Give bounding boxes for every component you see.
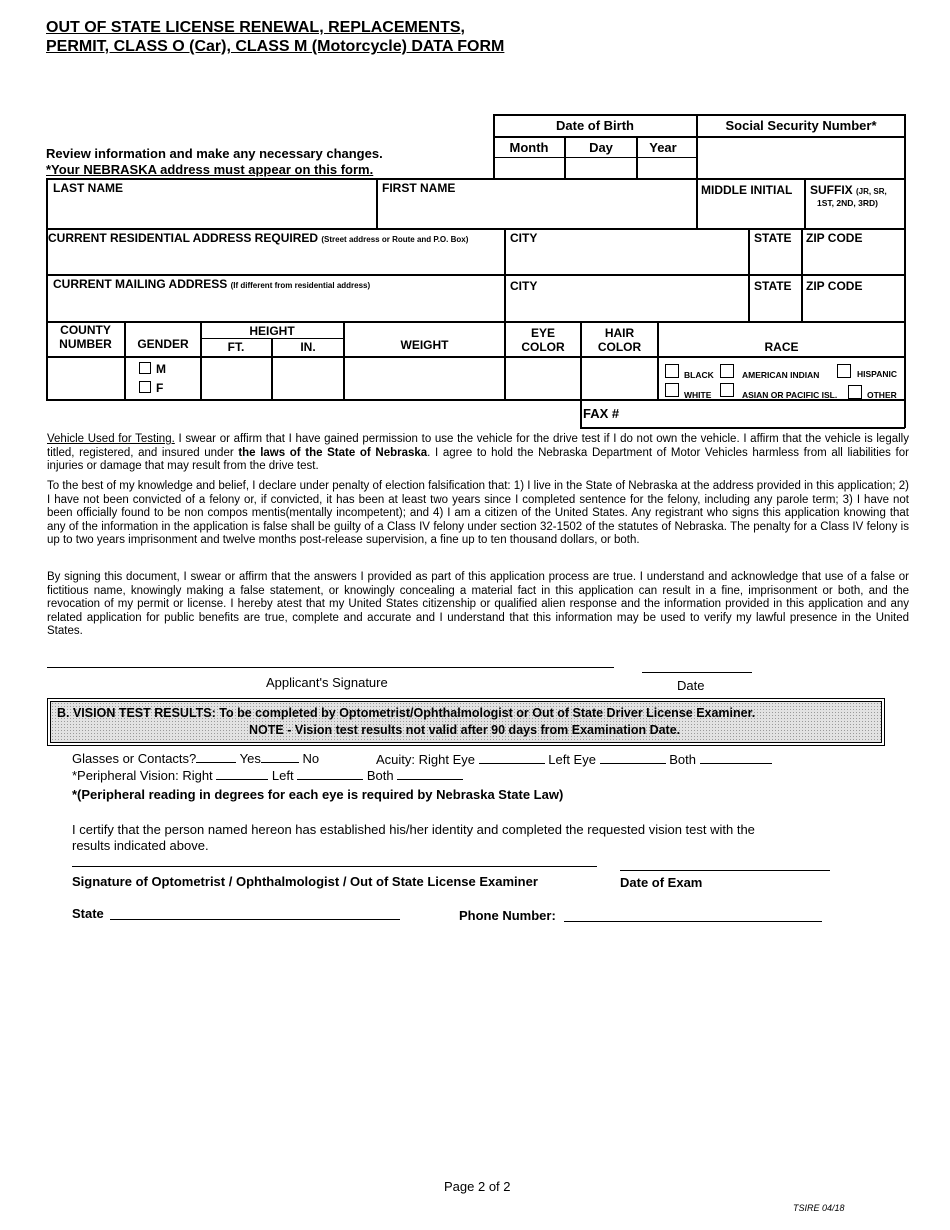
peripheral-left-blank[interactable] bbox=[297, 769, 363, 780]
review-instruction: Review information and make any necessary changes. bbox=[46, 146, 383, 161]
grid-line bbox=[46, 356, 905, 358]
mailing-state-label: STATE bbox=[754, 279, 792, 293]
residential-zip-label: ZIP CODE bbox=[806, 231, 863, 245]
acuity-row bbox=[376, 752, 772, 767]
acuity-left-eye-blank[interactable] bbox=[600, 753, 666, 764]
race-hispanic-checkbox[interactable] bbox=[837, 364, 851, 378]
grid-line bbox=[124, 321, 126, 400]
examiner-signature-line[interactable] bbox=[72, 866, 597, 867]
form-title-line1: OUT OF STATE LICENSE RENEWAL, REPLACEMENTS, bbox=[46, 19, 465, 36]
acuity-both-blank[interactable] bbox=[700, 753, 772, 764]
race-white-checkbox[interactable] bbox=[665, 383, 679, 397]
grid-line bbox=[804, 178, 806, 228]
nebraska-address-note: *Your NEBRASKA address must appear on this form. bbox=[46, 162, 374, 177]
height-label: HEIGHT bbox=[249, 324, 295, 338]
peripheral-vision-row bbox=[72, 768, 463, 783]
first-name-label: FIRST NAME bbox=[382, 181, 456, 195]
acuity-right-eye-label: Acuity: Right Eye bbox=[376, 752, 475, 767]
gender-f-checkbox[interactable] bbox=[139, 381, 151, 393]
race-american-indian-label: AMERICAN INDIAN bbox=[742, 370, 820, 380]
race-black-checkbox[interactable] bbox=[665, 364, 679, 378]
acuity-both-label: Both bbox=[669, 752, 696, 767]
glasses-yes-blank[interactable] bbox=[196, 752, 236, 763]
race-other-label: OTHER bbox=[867, 390, 897, 400]
peripheral-both-blank[interactable] bbox=[397, 769, 463, 780]
phone-number-label: Phone Number: bbox=[459, 908, 556, 923]
exam-date-line[interactable] bbox=[620, 870, 830, 871]
grid-line bbox=[46, 321, 905, 323]
residential-address-note: (Street address or Route and P.O. Box) bbox=[321, 235, 469, 244]
suffix-label-text: SUFFIX bbox=[810, 183, 853, 197]
eye-label-line2: COLOR bbox=[521, 340, 565, 354]
weight-label: WEIGHT bbox=[400, 338, 449, 352]
height-ft-label: FT. bbox=[227, 340, 245, 354]
glasses-no-label: No bbox=[302, 751, 320, 766]
grid-line bbox=[376, 178, 378, 228]
dob-month-label: Month bbox=[509, 140, 549, 155]
gender-m-label: M bbox=[156, 362, 166, 376]
grid-line bbox=[46, 178, 905, 180]
race-other-checkbox[interactable] bbox=[848, 385, 862, 399]
applicant-signature-label: Applicant's Signature bbox=[266, 675, 388, 690]
race-asian-label: ASIAN OR PACIFIC ISL. bbox=[742, 390, 838, 400]
last-name-label: LAST NAME bbox=[53, 181, 123, 195]
race-asian-checkbox[interactable] bbox=[720, 383, 734, 397]
glasses-contacts-label: Glasses or Contacts? bbox=[72, 751, 197, 766]
grid-line bbox=[493, 136, 905, 138]
date-of-exam-label: Date of Exam bbox=[620, 875, 703, 890]
mailing-zip-label: ZIP CODE bbox=[806, 279, 863, 293]
grid-line bbox=[696, 178, 698, 228]
fax-label: FAX # bbox=[583, 406, 620, 421]
hair-color-label bbox=[582, 326, 657, 354]
residential-address-text: CURRENT RESIDENTIAL ADDRESS REQUIRED bbox=[48, 231, 319, 245]
dob-label: Date of Birth bbox=[556, 118, 634, 133]
middle-initial-label: MIDDLE INITIAL bbox=[701, 183, 793, 197]
race-hispanic-label: HISPANIC bbox=[857, 369, 897, 379]
grid-line bbox=[801, 228, 803, 321]
vision-test-banner-shaded bbox=[50, 701, 882, 743]
vehicle-testing-title: Vehicle Used for Testing. bbox=[47, 433, 175, 445]
page-number: Page 2 of 2 bbox=[444, 1179, 511, 1194]
race-white-label: WHITE bbox=[684, 390, 712, 400]
race-american-indian-checkbox[interactable] bbox=[720, 364, 734, 378]
vehicle-testing-text-a: I swear or affirm that I have gained permission to use the vehicle for the drive test if I do not own the vehicle. I affirm that the vehicle is legally titled, registered, and insured under bbox=[47, 433, 909, 459]
mailing-address-note: (If different from residential address) bbox=[230, 281, 371, 290]
peripheral-right-blank[interactable] bbox=[216, 769, 268, 780]
election-falsification-paragraph: To the best of my knowledge and belief, I declare under penalty of election falsification that: 1) I live in the State of Nebraska at the address provided in this application; 2) I have not been convicted of a felony or, if convicted, it has been at least two years since I completed sentence for the felony, including any parole term; 3) I have not been officially found to be non compos mentis(mentally incompetent); and 4) I am a citizen of the United States. Any registrant who signs this application knowing that any of the information in the application is false shall be guilty of a Class IV felony under section 32-1502 of the statutes of Nebraska. The penalty for a Class IV felony is up to two years imprisonment and twelve months post-release supervision, a fine up to ten thousand dollars, or both. bbox=[47, 480, 909, 546]
mailing-address-label bbox=[53, 277, 370, 291]
grid-line bbox=[748, 228, 750, 321]
hair-label-line2: COLOR bbox=[597, 340, 642, 354]
county-label-line2: NUMBER bbox=[59, 337, 112, 351]
race-label: RACE bbox=[764, 340, 799, 354]
suffix-label bbox=[810, 183, 887, 197]
grid-line bbox=[904, 178, 906, 428]
ssn-label: Social Security Number* bbox=[725, 118, 877, 133]
grid-line bbox=[343, 321, 345, 400]
vehicle-testing-bold: the laws of the State of Nebraska bbox=[238, 446, 428, 459]
certification-text: I certify that the person named hereon has established his/her identity and completed the requested vision test with the results indicated above. bbox=[72, 822, 755, 853]
grid-line bbox=[46, 274, 905, 276]
height-in-label: IN. bbox=[300, 340, 316, 354]
county-number-label bbox=[47, 323, 124, 351]
county-label-line1: COUNTY bbox=[60, 323, 111, 337]
gender-m-checkbox[interactable] bbox=[139, 362, 151, 374]
examiner-signature-label: Signature of Optometrist / Ophthalmologist / Out of State License Examiner bbox=[72, 874, 538, 889]
state-label: State bbox=[72, 906, 104, 921]
grid-line bbox=[493, 114, 905, 116]
gender-f-label: F bbox=[156, 381, 164, 395]
gender-label: GENDER bbox=[137, 337, 189, 351]
dob-day-label: Day bbox=[589, 140, 613, 155]
peripheral-left-label: Left bbox=[271, 768, 294, 783]
eye-color-label bbox=[506, 326, 580, 354]
grid-line bbox=[504, 228, 506, 321]
peripheral-right-label: *Peripheral Vision: Right bbox=[72, 768, 213, 783]
affirmation-paragraph: By signing this document, I swear or affirm that the answers I provided as part of this application process are true. I understand and acknowledge that use of a false or fictitious name, knowingly making a false statement, or knowingly concealing a material fact in this application can result in a fine, imprisonment or both, and the revocation of my permit or license. I hereby atest that my United States citizenship or qualified alien response and the information provided in this application and any related application for public benefits are true, complete and accurate and I understand that this information may be used to verify my lawful presence in the United States. bbox=[47, 571, 909, 637]
race-black-label: BLACK bbox=[684, 370, 714, 380]
peripheral-both-label: Both bbox=[366, 768, 394, 783]
applicant-signature-line[interactable] bbox=[47, 667, 614, 668]
state-line[interactable] bbox=[110, 919, 400, 920]
grid-line bbox=[46, 178, 48, 400]
vision-test-banner bbox=[47, 698, 885, 746]
grid-line bbox=[580, 427, 905, 429]
mailing-city-label: CITY bbox=[510, 279, 538, 293]
suffix-note-b: 1ST, 2ND, 3RD) bbox=[817, 198, 878, 208]
peripheral-reading-note: *(Peripheral reading in degrees for each eye is required by Nebraska State Law) bbox=[72, 787, 564, 802]
applicant-date-line[interactable] bbox=[642, 672, 752, 673]
residential-state-label: STATE bbox=[754, 231, 792, 245]
glasses-contacts-row bbox=[72, 751, 319, 766]
form-title bbox=[46, 18, 504, 56]
mailing-address-text: CURRENT MAILING ADDRESS bbox=[53, 277, 228, 291]
glasses-yes-label: Yes bbox=[239, 751, 261, 766]
grid-line bbox=[657, 321, 659, 400]
applicant-date-label: Date bbox=[677, 678, 705, 693]
residential-address-label bbox=[48, 231, 468, 245]
phone-number-line[interactable] bbox=[564, 921, 822, 922]
vision-banner-line1: B. VISION TEST RESULTS: To be completed by Optometrist/Ophthalmologist or Out of State Driver License Examiner. bbox=[57, 706, 756, 720]
acuity-right-eye-blank[interactable] bbox=[479, 753, 545, 764]
form-title-line2: PERMIT, CLASS O (Car), CLASS M (Motorcycle) DATA FORM bbox=[46, 38, 505, 55]
vehicle-testing-paragraph bbox=[47, 433, 909, 474]
vehicle-testing-text-b: . I agree to hold the Nebraska Department of Motor Vehicles harmless from all liabilities for injuries or damage that may result from the drive test. bbox=[47, 446, 909, 472]
grid-line bbox=[46, 228, 905, 230]
acuity-left-eye-label: Left Eye bbox=[548, 752, 596, 767]
grid-line bbox=[493, 157, 696, 158]
vision-banner-line2: NOTE - Vision test results not valid after 90 days from Examination Date. bbox=[249, 723, 681, 737]
form-code: TSIRE 04/18 bbox=[793, 1203, 845, 1213]
glasses-no-blank[interactable] bbox=[261, 752, 299, 763]
residential-city-label: CITY bbox=[510, 231, 538, 245]
eye-label-line1: EYE bbox=[530, 326, 555, 340]
suffix-note-a: (JR, SR, bbox=[856, 187, 887, 196]
dob-year-label: Year bbox=[649, 140, 677, 155]
hair-label-line1: HAIR bbox=[604, 326, 635, 340]
